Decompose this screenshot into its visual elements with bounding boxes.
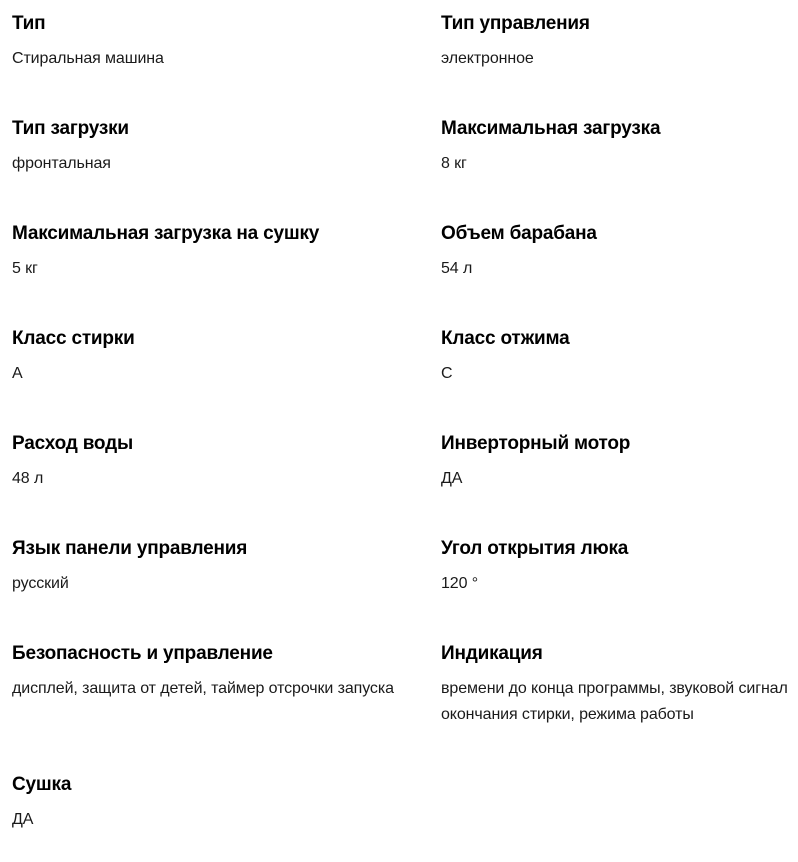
spec-row [12, 432, 798, 492]
spec-value: фронтальная [12, 155, 111, 172]
spec-row [12, 642, 798, 728]
spec-value: русский [12, 575, 69, 592]
spec-name: Максимальная загрузка на сушку [12, 223, 320, 244]
spec-item-max-dry-load [12, 222, 441, 282]
spec-name: Угол открытия люка [441, 538, 629, 559]
spec-value: ДА [12, 811, 34, 828]
spec-item-indication [441, 642, 798, 728]
spec-name: Язык панели управления [12, 538, 248, 559]
spec-name: Класс стирки [12, 328, 135, 349]
spec-name: Тип управления [441, 13, 590, 34]
spec-value: ДА [441, 470, 463, 487]
spec-name: Сушка [12, 774, 72, 795]
spec-row [12, 773, 798, 833]
spec-row [12, 537, 798, 597]
spec-item-load-type [12, 117, 441, 177]
spec-item-water-consumption [12, 432, 441, 492]
spec-item-control-type [441, 12, 798, 72]
spec-value: 48 л [12, 470, 44, 487]
spec-row [12, 327, 798, 387]
spec-item-spin-class [441, 327, 798, 387]
spec-name: Инверторный мотор [441, 433, 631, 454]
spec-name: Безопасность и управление [12, 643, 273, 664]
spec-name: Расход воды [12, 433, 133, 454]
spec-value: C [441, 365, 453, 382]
spec-item-safety-control [12, 642, 441, 728]
spec-name: Максимальная загрузка [441, 118, 661, 139]
spec-row [12, 117, 798, 177]
spec-item-inverter-motor [441, 432, 798, 492]
spec-value: Стиральная машина [12, 50, 164, 67]
spec-name: Индикация [441, 643, 543, 664]
spec-row [12, 12, 798, 72]
spec-value: электронное [441, 50, 534, 67]
spec-value: дисплей, защита от детей, таймер отсрочки запуска [12, 680, 394, 697]
spec-value: 5 кг [12, 260, 38, 277]
spec-value: 54 л [441, 260, 473, 277]
spec-name: Класс отжима [441, 328, 570, 349]
spec-value: 8 кг [441, 155, 467, 172]
spec-item-drying [12, 773, 441, 833]
spec-item-drum-volume [441, 222, 798, 282]
spec-item-wash-class [12, 327, 441, 387]
spec-value: A [12, 365, 23, 382]
spec-name: Тип [12, 13, 46, 34]
spec-value: времени до конца программы, звуковой сигнал окончания стирки, режима работы [441, 680, 788, 723]
spec-item-type [12, 12, 441, 72]
spec-item-door-opening-angle [441, 537, 798, 597]
spec-value: 120 ° [441, 575, 479, 592]
spec-name: Объем барабана [441, 223, 597, 244]
spec-item-panel-language [12, 537, 441, 597]
spec-item-max-load [441, 117, 798, 177]
spec-row [12, 222, 798, 282]
spec-name: Тип загрузки [12, 118, 129, 139]
